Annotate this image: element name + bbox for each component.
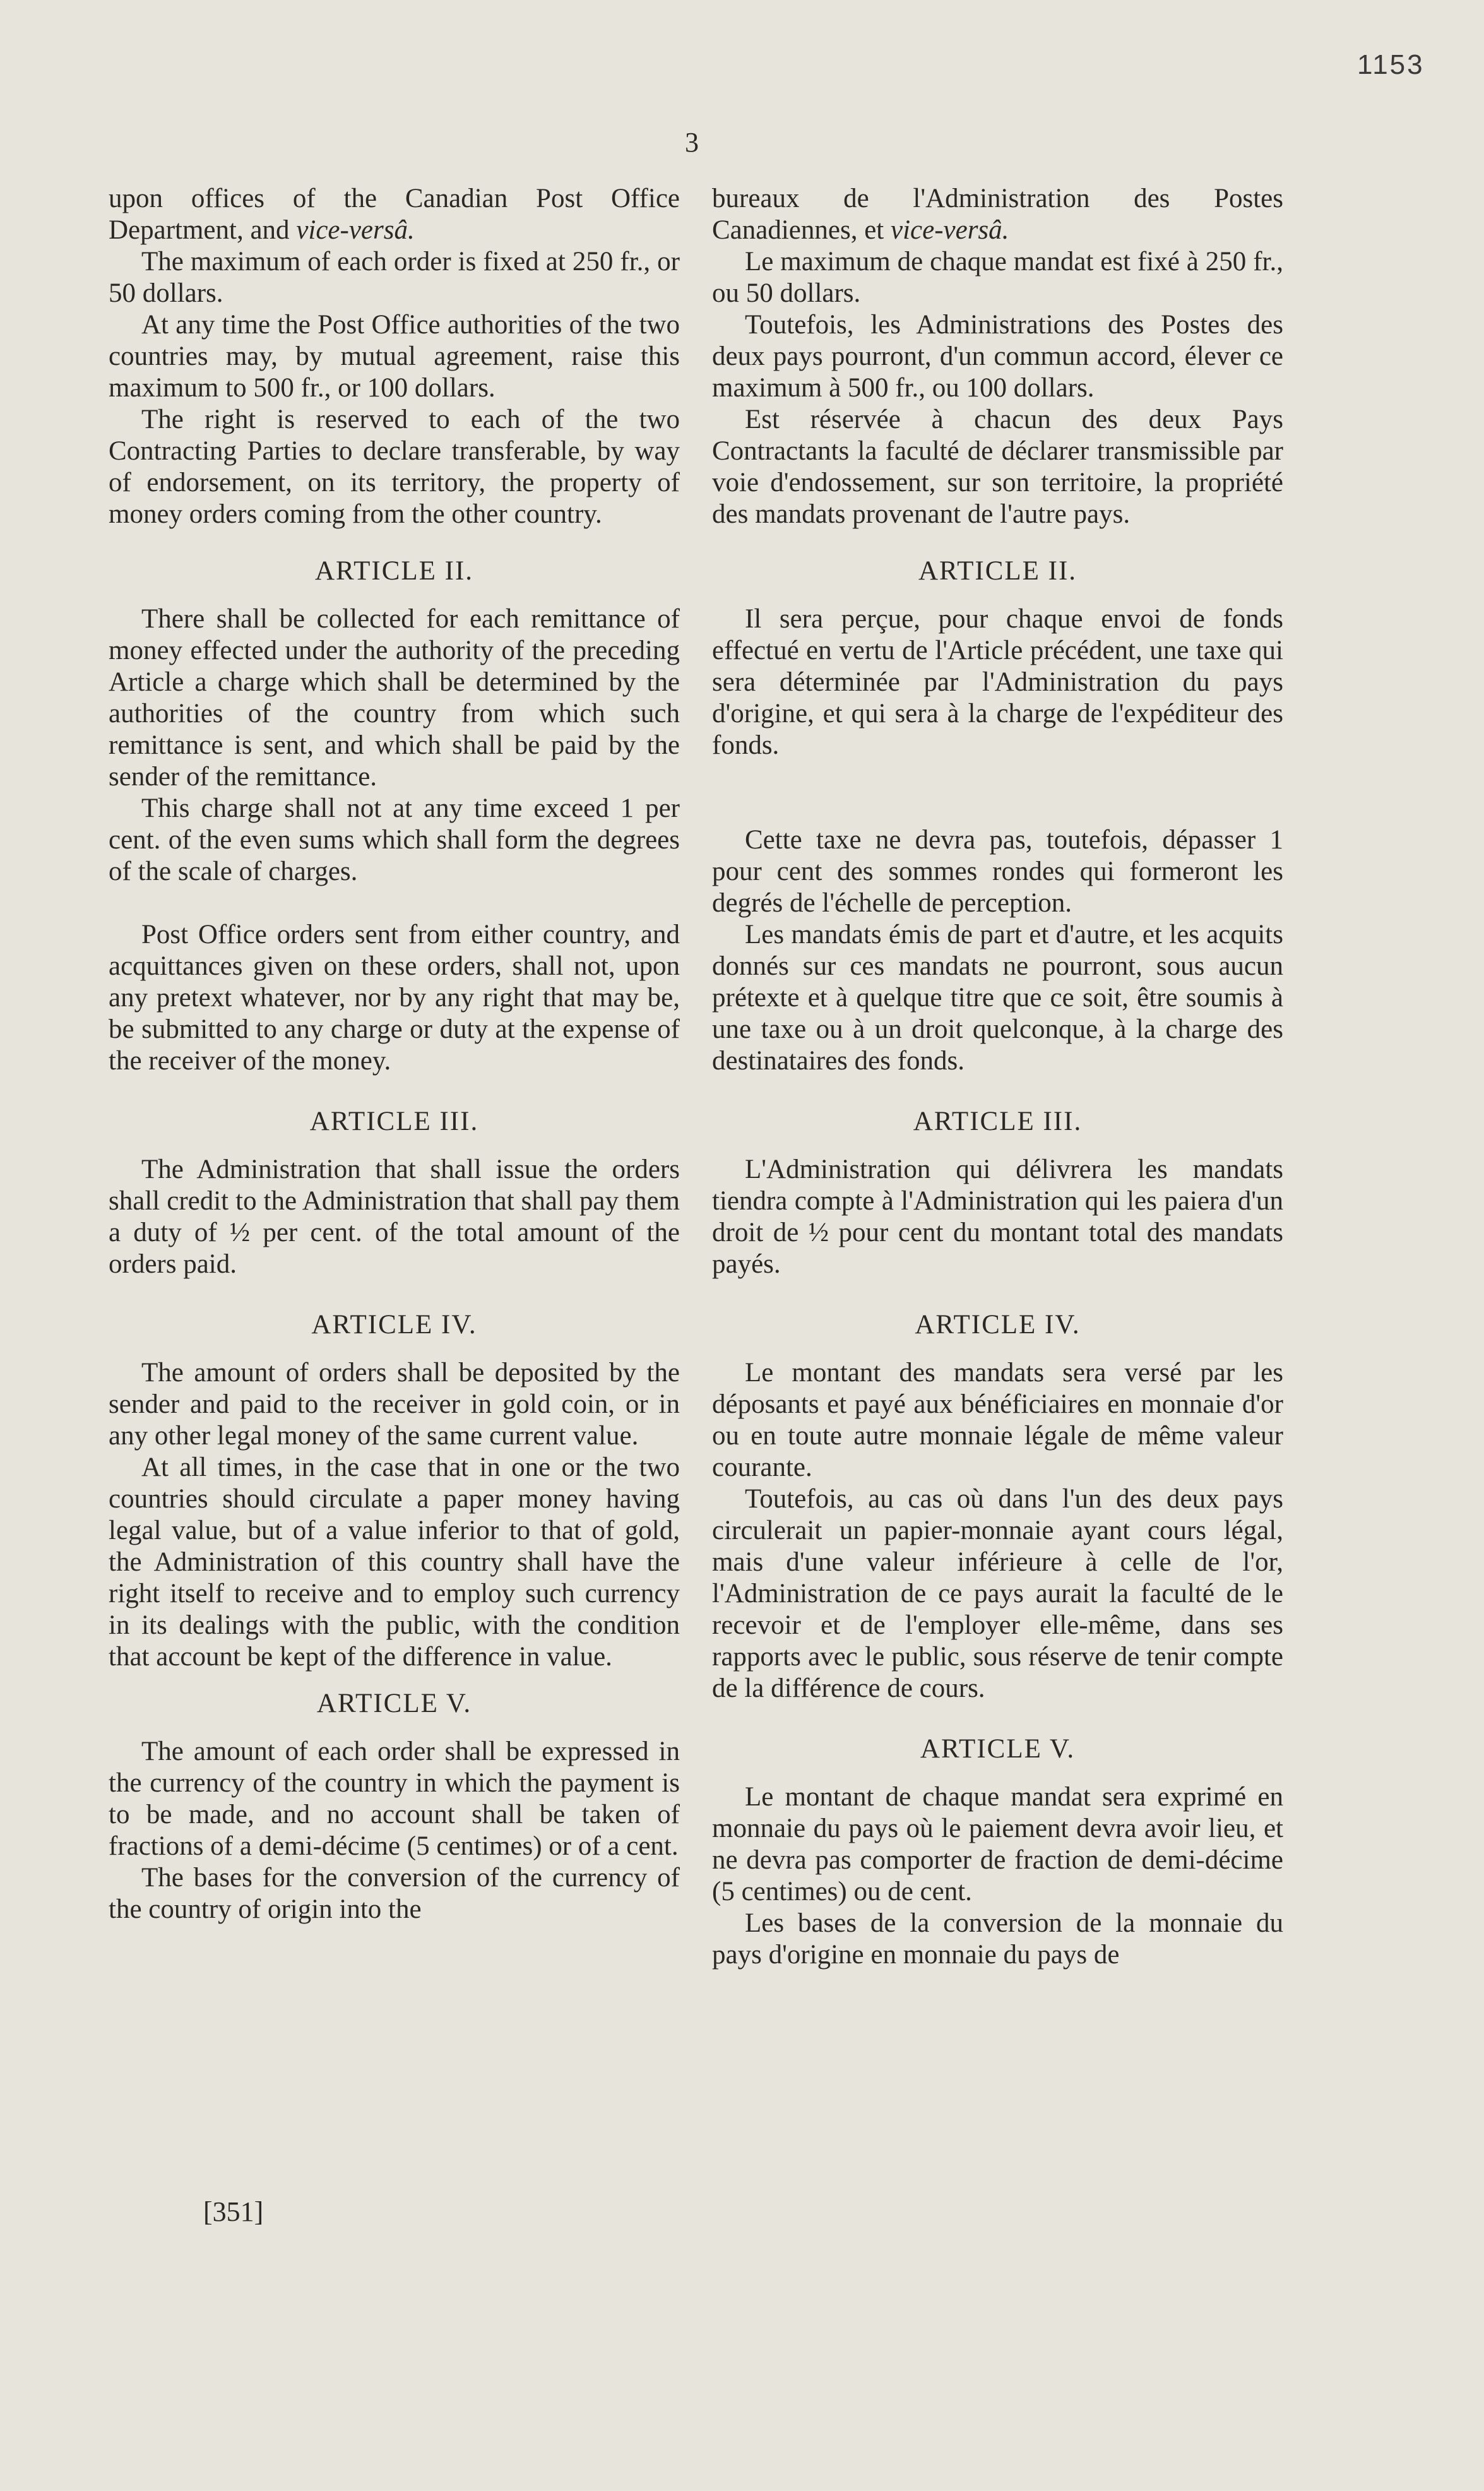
- page-number: 3: [685, 127, 699, 158]
- fr-article-4-heading: ARTICLE IV.: [915, 1310, 1081, 1340]
- fr-intro-paragraph: bureaux de l'Administration des Postes Canadiennes, et vice-versâ.: [712, 184, 1283, 245]
- en-maximum-paragraph: The maximum of each order is fixed at 250 fr., or 50 dollars.: [109, 247, 680, 308]
- fr-article-5-p1: Le montant de chaque mandat sera exprimé en monnaie du pays où le paiement devra avoir lieu, et ne devra pas comporter de fraction de demi-décime (5 centimes) ou de cent.: [712, 1782, 1283, 1906]
- fr-article-2-heading: ARTICLE II.: [918, 556, 1077, 586]
- fr-article-3-p1: L'Administration qui délivrera les mandats tiendra compte à l'Administration qui les paiera d'un droit de ½ pour cent du montant total des mandats payés.: [712, 1155, 1283, 1279]
- en-article-2-heading: ARTICLE II.: [314, 556, 474, 586]
- en-article-5-p1: The amount of each order shall be expressed in the currency of the country in which the payment is to be made, and no account shall be taken of fractions of a demi-décime (5 centimes) or of a cent.: [109, 1737, 680, 1861]
- en-article-2-p1: There shall be collected for each remittance of money effected under the authority of the preceding Article a charge which shall be determined by the authorities of the country from which such remittance is sent, and which shall be paid by the sender of the remittance.: [109, 604, 680, 792]
- french-column: [712, 183, 1283, 1971]
- fr-transferable-paragraph: Est réservée à chacun des deux Pays Contractants la faculté de déclarer transmissible par voie d'endossement, sur son territoire, la propriété des mandats provenant de l'autre pays.: [712, 405, 1283, 529]
- fr-raise-maximum-paragraph: Toutefois, les Administrations des Postes des deux pays pourront, d'un commun accord, élever ce maximum à 500 fr., ou 100 dollars.: [712, 310, 1283, 403]
- fr-article-2-p1: Il sera perçue, pour chaque envoi de fonds effectué en vertu de l'Article précédent, une taxe qui sera déterminée par l'Administration du pays d'origine, et qui sera à la charge de l'expéditeur des fonds.: [712, 604, 1283, 760]
- en-article-3-heading: ARTICLE III.: [309, 1107, 479, 1136]
- fr-article-2-p2: Cette taxe ne devra pas, toutefois, dépasser 1 pour cent des sommes rondes qui formeront les degrés de l'échelle de perception.: [712, 825, 1283, 918]
- fr-article-2-p3: Les mandats émis de part et d'autre, et les acquits donnés sur ces mandats ne pourront, sous aucun prétexte et à quelque titre que ce soit, être soumis à une taxe ou à un droit quelconque, à la charge des destinataires des fonds.: [712, 920, 1283, 1076]
- en-article-5-heading: ARTICLE V.: [316, 1689, 472, 1718]
- en-article-5-p2: The bases for the conversion of the currency of the country of origin into the: [109, 1863, 680, 1924]
- en-article-4-p1: The amount of orders shall be deposited by the sender and paid to the receiver in gold coin, or in any other legal money of the same current value.: [109, 1358, 680, 1451]
- en-article-3-p1: The Administration that shall issue the orders shall credit to the Administration that shall pay them a duty of ½ per cent. of the total amount of the orders paid.: [109, 1155, 680, 1279]
- archive-stamp-number: 1153: [1357, 49, 1425, 80]
- fr-article-5-p2: Les bases de la conversion de la monnaie du pays d'origine en monnaie du pays de: [712, 1908, 1283, 1970]
- fr-maximum-paragraph: Le maximum de chaque mandat est fixé à 250 fr., ou 50 dollars.: [712, 247, 1283, 308]
- en-article-2-p3: Post Office orders sent from either country, and acquittances given on these orders, shall not, upon any pretext whatever, nor by any right that may be, be submitted to any charge or duty at the expense of the receiver of the money.: [109, 920, 680, 1076]
- en-intro-paragraph: upon offices of the Canadian Post Office Department, and vice-versâ.: [109, 184, 680, 245]
- fr-article-4-p1: Le montant des mandats sera versé par les déposants et payé aux bénéficiaires en monnaie d'or ou en toute autre monnaie légale de même valeur courante.: [712, 1358, 1283, 1482]
- en-raise-maximum-paragraph: At any time the Post Office authorities of the two countries may, by mutual agreement, raise this maximum to 500 fr., or 100 dollars.: [109, 310, 680, 403]
- en-transferable-paragraph: The right is reserved to each of the two Contracting Parties to declare transferable, by way of endorsement, on its territory, the property of money orders coming from the other country.: [109, 405, 680, 529]
- en-article-2-p2: This charge shall not at any time exceed 1 per cent. of the even sums which shall form the degrees of the scale of charges.: [109, 794, 680, 886]
- fr-article-5-heading: ARTICLE V.: [920, 1734, 1076, 1764]
- english-column: [109, 183, 680, 1925]
- fr-article-4-p2: Toutefois, au cas où dans l'un des deux pays circulerait un papier-monnaie ayant cours légal, mais d'une valeur inférieure à celle de l'or, l'Administration de ce pays aurait la faculté de le recevoir et de l'employer elle-même, dans ses rapports avec le public, sous réserve de tenir compte de la différence de cours.: [712, 1484, 1283, 1703]
- fr-article-3-heading: ARTICLE III.: [913, 1107, 1083, 1136]
- en-article-4-p2: At all times, in the case that in one or the two countries should circulate a paper money having legal value, but of a value inferior to that of gold, the Administration of this country shall have the right itself to receive and to employ such currency in its dealings with the public, with the condition that account be kept of the difference in value.: [109, 1453, 680, 1672]
- printer-mark: [351]: [203, 2196, 264, 2227]
- en-article-4-heading: ARTICLE IV.: [311, 1310, 477, 1340]
